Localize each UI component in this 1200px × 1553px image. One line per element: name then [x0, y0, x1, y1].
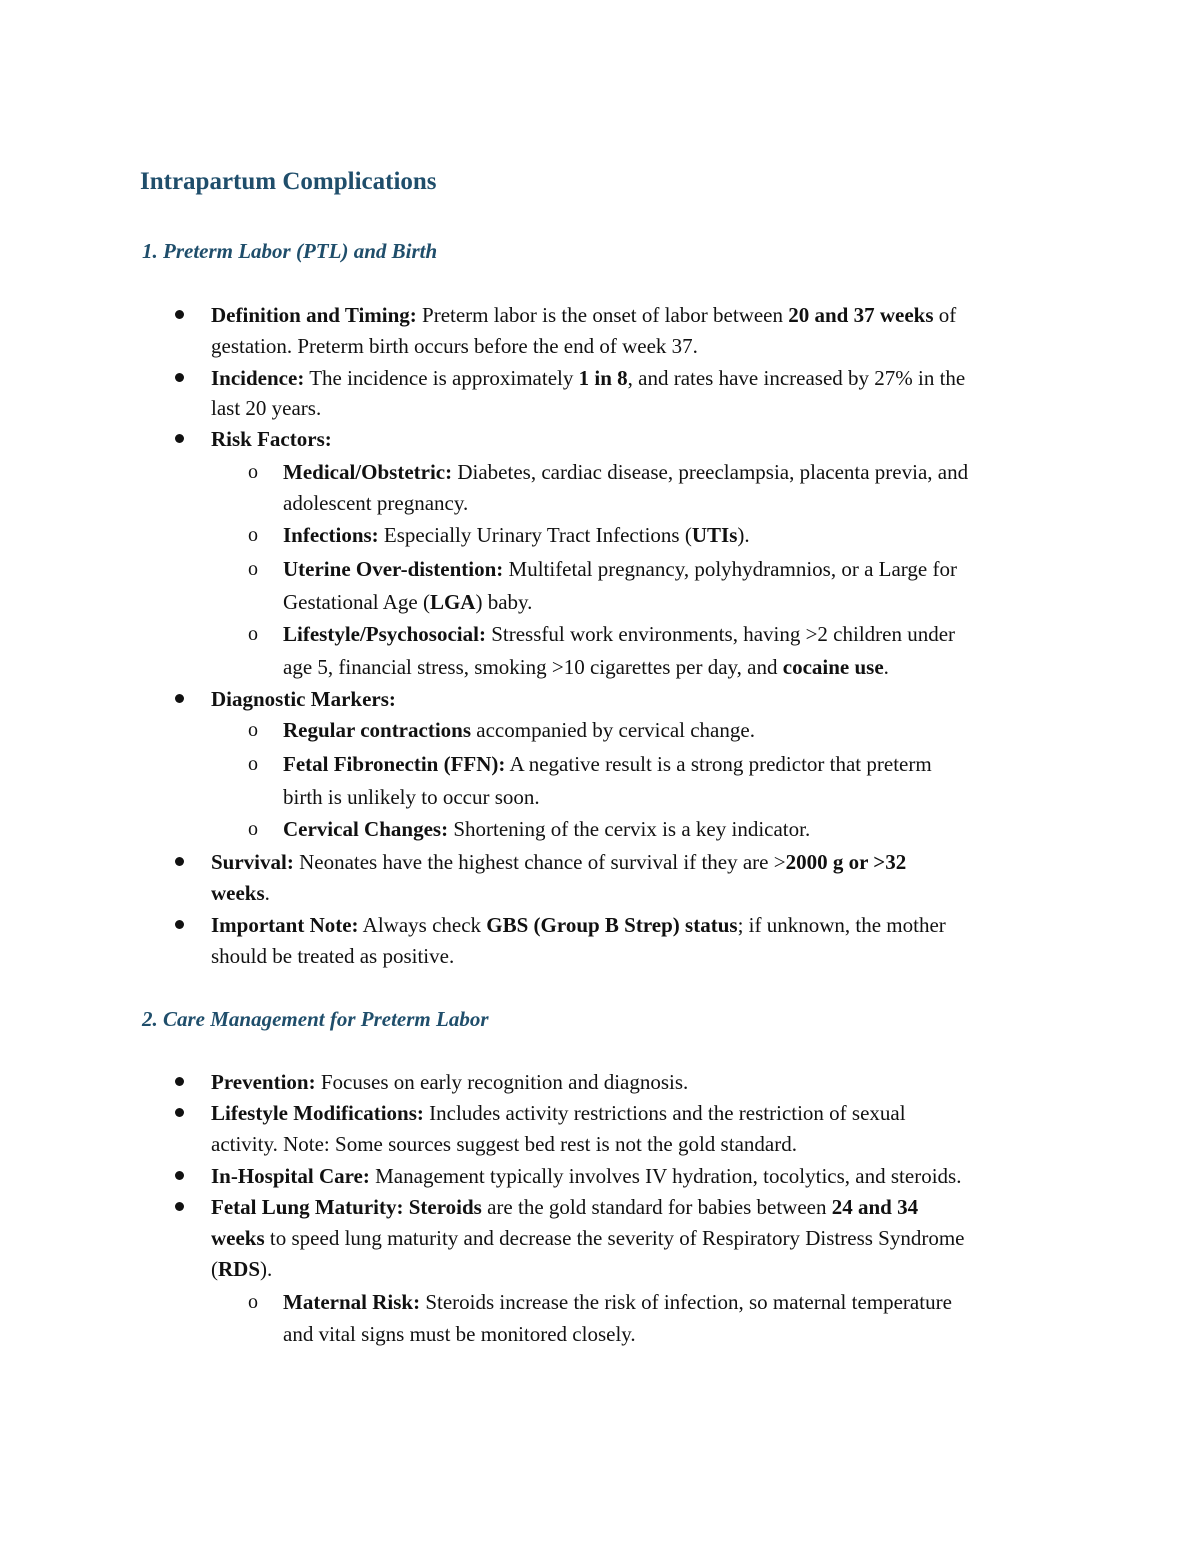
bullet-marker: [175, 310, 184, 319]
list-item-in-hospital-care: [211, 1163, 961, 1189]
sub-bullet-marker: o: [248, 558, 258, 580]
sub-bullet-marker: o: [248, 753, 258, 775]
sub-bullet-marker: o: [248, 719, 258, 741]
bullet-marker: [175, 1171, 184, 1180]
bullet-marker: [175, 1202, 184, 1211]
item-text: ).: [737, 523, 750, 547]
list-item-important-note: [211, 912, 946, 938]
item-label: Cervical Changes:: [283, 817, 449, 841]
item-label: Incidence:: [211, 366, 305, 390]
item-label: Definition and Timing:: [211, 303, 417, 327]
item-text: Shortening of the cervix is a key indicator.: [448, 817, 811, 841]
list-item-incidence: [211, 365, 965, 391]
item-label: In-Hospital Care:: [211, 1164, 370, 1188]
item-text: are the gold standard for babies between: [481, 1195, 832, 1219]
list-item-continuation: last 20 years.: [211, 396, 322, 420]
item-label: Diagnostic Markers:: [211, 687, 396, 711]
item-emphasis: 2000 g or >32: [785, 850, 907, 874]
list-item-fetal-lung-maturity: [211, 1194, 918, 1220]
bullet-marker: [175, 1108, 184, 1117]
item-emphasis: Regular contractions: [283, 718, 472, 742]
sub-item-maternal-risk: [283, 1289, 952, 1315]
sub-item-ffn: [283, 751, 932, 777]
sub-bullet-marker: o: [248, 623, 258, 645]
item-text: Preterm labor is the onset of labor between: [416, 303, 789, 327]
section-heading-preterm-labor: 1. Preterm Labor (PTL) and Birth: [142, 239, 438, 263]
item-label: Maternal Risk:: [283, 1290, 421, 1314]
item-label: Infections:: [283, 523, 379, 547]
item-text: Stressful work environments, having >2 children under: [485, 622, 956, 646]
item-text: of: [933, 303, 957, 327]
item-text: Management typically involves IV hydration, tocolytics, and steroids.: [369, 1164, 962, 1188]
sub-item-continuation: and vital signs must be monitored closely.: [283, 1322, 636, 1346]
bullet-marker: [175, 857, 184, 866]
sub-item-continuation: [283, 654, 889, 680]
bullet-marker: [175, 1077, 184, 1086]
item-text: Steroids increase the risk of infection, so maternal temperature: [420, 1290, 952, 1314]
item-text: ).: [260, 1257, 273, 1281]
sub-item-continuation: birth is unlikely to occur soon.: [283, 785, 540, 809]
item-text: Focuses on early recognition and diagnosis.: [315, 1070, 689, 1094]
item-emphasis: 1 in 8: [578, 366, 628, 390]
item-label: Important Note:: [211, 913, 359, 937]
item-emphasis: 20 and 37 weeks: [788, 303, 934, 327]
sub-item-continuation: adolescent pregnancy.: [283, 491, 469, 515]
list-item-diagnostic: [211, 686, 396, 712]
sub-item-continuation: [283, 589, 532, 615]
item-label: Lifestyle/Psychosocial:: [283, 622, 486, 646]
item-emphasis: GBS (Group B Strep) status: [486, 913, 738, 937]
bullet-marker: [175, 434, 184, 443]
item-text: Includes activity restrictions and the restriction of sexual: [423, 1101, 906, 1125]
item-emphasis: weeks: [211, 881, 265, 905]
sub-item-medical: [283, 459, 968, 485]
item-emphasis: weeks: [211, 1226, 265, 1250]
sub-item-infections: [283, 522, 750, 548]
item-text: age 5, financial stress, smoking >10 cigarettes per day, and: [283, 655, 783, 679]
list-item-continuation: activity. Note: Some sources suggest bed rest is not the gold standard.: [211, 1132, 797, 1156]
list-item-definition: [211, 302, 956, 328]
sub-bullet-marker: o: [248, 1291, 258, 1313]
bullet-marker: [175, 694, 184, 703]
item-label: Medical/Obstetric:: [283, 460, 453, 484]
item-text: A negative result is a strong predictor that preterm: [505, 752, 932, 776]
item-emphasis: LGA: [429, 590, 476, 614]
item-label: Fetal Fibronectin (FFN):: [283, 752, 506, 776]
sub-item-lifestyle: [283, 621, 955, 647]
item-text: (: [211, 1257, 218, 1281]
item-emphasis: Steroids: [408, 1195, 482, 1219]
item-emphasis: 24 and 34: [831, 1195, 919, 1219]
item-text: .: [264, 881, 270, 905]
item-label: Risk Factors:: [211, 427, 332, 451]
sub-bullet-marker: o: [248, 818, 258, 840]
item-text: Diabetes, cardiac disease, preeclampsia, placenta previa, and: [452, 460, 969, 484]
bullet-marker: [175, 373, 184, 382]
item-label: Lifestyle Modifications:: [211, 1101, 424, 1125]
list-item-prevention: [211, 1069, 688, 1095]
item-emphasis: RDS: [218, 1257, 261, 1281]
item-text: Neonates have the highest chance of survival if they are >: [293, 850, 786, 874]
item-text: Multifetal pregnancy, polyhydramnios, or a Large for: [503, 557, 957, 581]
item-text: ) baby.: [475, 590, 533, 614]
sub-item-regular-contractions: [283, 717, 755, 743]
list-item-continuation: [211, 1256, 272, 1282]
sub-item-uterine: [283, 556, 957, 582]
item-text: Especially Urinary Tract Infections (: [378, 523, 692, 547]
list-item-risk-factors: [211, 426, 332, 452]
list-item-continuation: gestation. Preterm birth occurs before the end of week 37.: [211, 334, 698, 358]
item-text: .: [883, 655, 889, 679]
item-emphasis: cocaine use: [782, 655, 884, 679]
item-label: Survival:: [211, 850, 294, 874]
item-text: Always check: [358, 913, 487, 937]
item-emphasis: UTIs: [691, 523, 738, 547]
list-item-continuation: [211, 880, 270, 906]
sub-bullet-marker: o: [248, 461, 258, 483]
item-text: Gestational Age (: [283, 590, 430, 614]
item-text: accompanied by cervical change.: [471, 718, 755, 742]
item-text: , and rates have increased by 27% in the: [627, 366, 966, 390]
list-item-lifestyle-modifications: [211, 1100, 906, 1126]
list-item-continuation: [211, 1225, 965, 1251]
item-text: ; if unknown, the mother: [737, 913, 946, 937]
list-item-continuation: should be treated as positive.: [211, 944, 455, 968]
document-title: Intrapartum Complications: [140, 168, 437, 195]
item-text: to speed lung maturity and decrease the severity of Respiratory Distress Syndrome: [264, 1226, 965, 1250]
item-label: Fetal Lung Maturity:: [211, 1195, 404, 1219]
bullet-marker: [175, 920, 184, 929]
item-label: Uterine Over-distention:: [283, 557, 504, 581]
item-text: The incidence is approximately: [304, 366, 579, 390]
list-item-survival: [211, 849, 906, 875]
item-label: Prevention:: [211, 1070, 316, 1094]
sub-item-cervical: [283, 816, 810, 842]
section-heading-care-management: 2. Care Management for Preterm Labor: [142, 1007, 489, 1031]
sub-bullet-marker: o: [248, 524, 258, 546]
